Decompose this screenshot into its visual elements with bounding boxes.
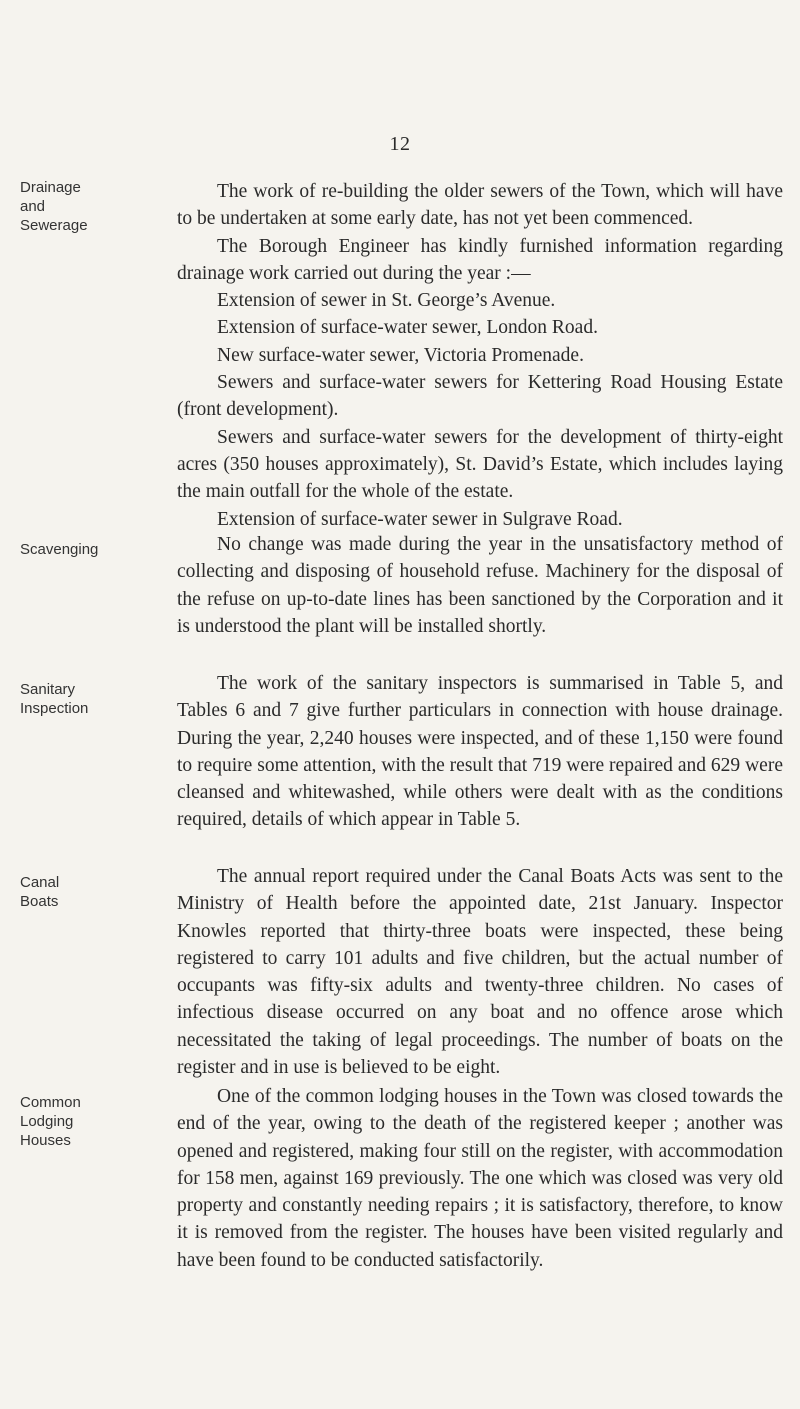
paragraph-lodging: One of the common lodging houses in the Town was closed towards the end of the year, owing to the death of the registered keeper ; another was opened and registered, making four still on the register, with accommodation for 158 men, against 169 previously. The one which was closed was very old property and constantly needing repairs ; it is satisfactory, therefore, to know it is removed from the register. The houses have been visited regularly and have been found to be conducted satisfactorily.: [177, 1086, 783, 1271]
paragraph-sanitary: The work of the sanitary inspectors is summarised in Table 5, and Tables 6 and 7 give further particulars in connection with house drainage. During the year, 2,240 houses were inspected, and of these 1,150 were found to require some attention, with the result that 719 were repaired and 629 were cleansed and whitewashed, while others were dealt with as the conditions required, details of which appear in Table 5.: [177, 673, 783, 831]
paragraph-drainage-intro: The work of re-building the older sewers of the Town, which will have to be undertaken at some early date, has not yet been commenced.: [177, 181, 783, 230]
margin-note-line: Sanitary: [20, 681, 76, 698]
margin-note-lodging: [20, 1093, 130, 1150]
margin-note-scavenging: [20, 540, 130, 559]
body-text-lodging: [177, 1083, 783, 1274]
body-text-drainage: [177, 178, 783, 533]
margin-note-line: Inspection: [20, 700, 89, 717]
margin-note-line: Drainage: [20, 179, 81, 196]
margin-note-line: Lodging: [20, 1113, 74, 1130]
body-text-scavenging: [177, 531, 783, 640]
list-item: Sewers and surface-water sewers for Kettering Road Housing Estate (front development).: [177, 372, 783, 421]
margin-note-drainage: [20, 178, 130, 235]
list-item: Extension of surface-water sewer in Sulgrave Road.: [217, 508, 623, 530]
margin-note-line: Houses: [20, 1132, 71, 1149]
margin-note-line: Boats: [20, 893, 59, 910]
list-item: Sewers and surface-water sewers for the development of thirty-eight acres (350 houses approximately), St. David’s Estate, which includes laying the main outfall for the whole of the estate.: [177, 426, 783, 503]
margin-note-line: Common: [20, 1094, 81, 1111]
paragraph-drainage-engineer: The Borough Engineer has kindly furnished information regarding drainage work carried out during the year :—: [177, 235, 783, 284]
body-text-sanitary: [177, 670, 783, 834]
margin-note-line: and: [20, 198, 46, 215]
list-item: New surface-water sewer, Victoria Promenade.: [217, 344, 584, 366]
paragraph-canal: The annual report required under the Canal Boats Acts was sent to the Ministry of Health before the appointed date, 21st January. Inspector Knowles reported that thirty-three boats were inspected, these being registered to carry 101 adults and five children, but the actual number of occupants was fifty-six adults and twenty-three children. No cases of infectious disease occurred on any boat and no offence arose which necessitated the taking of legal proceedings. The number of boats on the register and in use is believed to be eight.: [177, 866, 783, 1079]
page-number: 12: [389, 133, 411, 155]
margin-note-line: Scavenging: [20, 541, 99, 558]
margin-note-line: Sewerage: [20, 217, 88, 234]
margin-note-line: Canal: [20, 874, 60, 891]
list-item: Extension of sewer in St. George’s Avenue.: [217, 290, 556, 312]
list-item: Extension of surface-water sewer, London Road.: [217, 317, 598, 339]
paragraph-scavenging: No change was made during the year in the unsatisfactory method of collecting and disposing of household refuse. Machinery for the disposal of the refuse on up-to-date lines has been sanctioned by the Corporation and it is understood the plant will be installed shortly.: [177, 534, 783, 637]
margin-note-canal: [20, 873, 130, 911]
body-text-canal: [177, 863, 783, 1081]
margin-note-sanitary: [20, 680, 130, 718]
